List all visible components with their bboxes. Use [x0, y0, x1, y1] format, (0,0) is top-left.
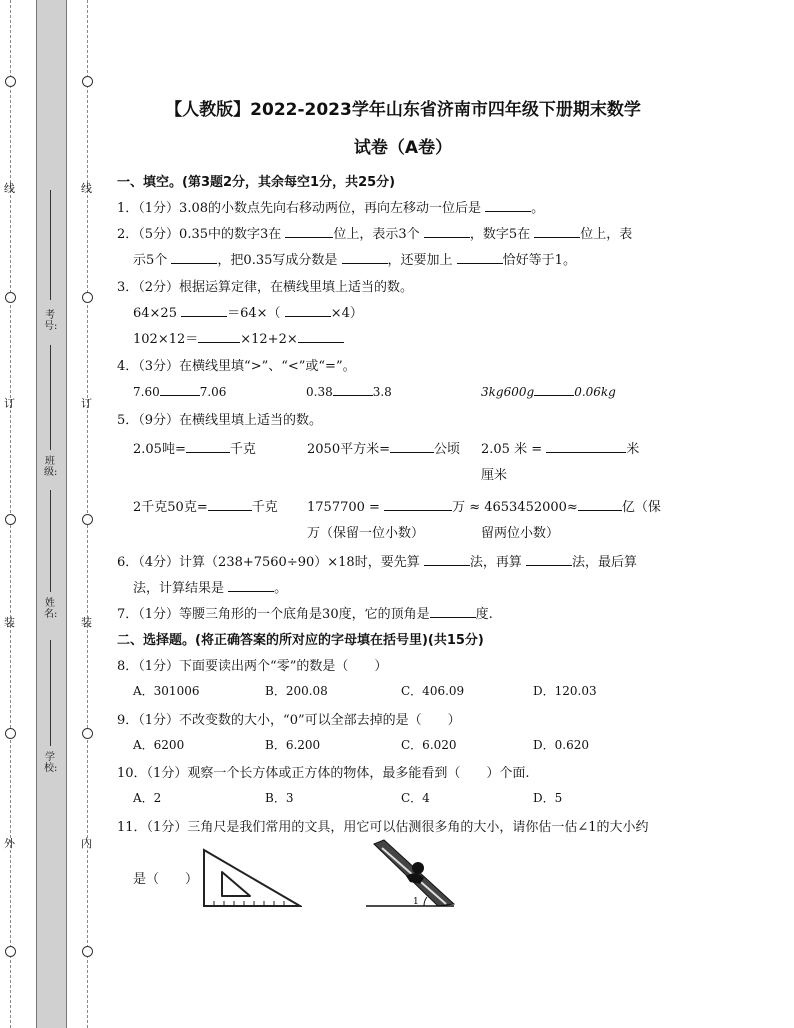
choice-b[interactable]: B．200.08	[265, 684, 328, 698]
binding-margin	[0, 0, 100, 1028]
choice-a[interactable]: A．2	[133, 791, 162, 805]
class-label: 班级:	[44, 456, 58, 478]
exam-number-line	[50, 190, 51, 300]
question-2	[117, 223, 632, 242]
question-text: 千克	[251, 500, 278, 515]
choice-a[interactable]: A．301006	[133, 684, 200, 698]
question-4: 4．（3分）在横线里填“>”、“<”或“=”。	[117, 359, 356, 374]
school-label: 学校:	[44, 752, 58, 774]
question-5-item	[307, 438, 460, 457]
question-5-item	[133, 438, 256, 457]
question-text: ，还要加上	[387, 253, 453, 268]
question-1: 1．（1分）3.08的小数点先向右移动两位，再向左移动一位后是 。	[117, 201, 545, 216]
answer-blank[interactable]	[457, 251, 503, 264]
question-text: 位上，表示3个	[333, 227, 420, 242]
section-heading: 二、选择题。(将正确答案的所对应的字母填在括号里)(共15分)	[117, 633, 484, 648]
question-11: 11．（1分）三角尺是我们常用的文具，用它可以估测很多角的大小，请你估一估∠1的大小约	[117, 820, 649, 835]
question-10: 10．（1分）观察一个长方体或正方体的物体，最多能看到（ ）个面.	[117, 766, 530, 781]
question-text: 法，最后算	[572, 555, 638, 570]
compare-value: 7.60	[133, 385, 160, 399]
answer-blank[interactable]	[546, 440, 626, 453]
child-head-icon	[412, 862, 424, 874]
question-text: ×4）	[330, 306, 363, 321]
answer-blank[interactable]	[160, 383, 200, 396]
answer-blank[interactable]	[342, 251, 388, 264]
name-line	[50, 490, 51, 592]
answer-blank[interactable]	[485, 199, 531, 212]
binding-hole	[82, 292, 93, 303]
binding-hole	[82, 514, 93, 525]
binding-hole	[82, 728, 93, 739]
question-3: 3．（2分）根据运算定律，在横线里填上适当的数。	[117, 280, 414, 295]
binding-hole	[5, 292, 16, 303]
question-text: 示5个	[133, 253, 168, 268]
question-text: 1．（1分）3.08的小数点先向右移动两位，再向左移动一位后是	[117, 201, 481, 216]
question-3b	[133, 328, 344, 347]
question-7	[117, 603, 493, 622]
question-text: 法，再算	[469, 555, 522, 570]
compare-value: 0.06kg	[574, 385, 616, 399]
binding-hole	[5, 946, 16, 957]
choice-d[interactable]: D．0.620	[533, 738, 589, 752]
triangle-ruler	[204, 850, 300, 906]
answer-blank[interactable]	[578, 498, 622, 511]
page-title: 【人教版】2022-2023学年山东省济南市四年级下册期末数学	[165, 100, 641, 120]
answer-blank[interactable]	[424, 225, 470, 238]
question-5-item	[307, 496, 661, 515]
question-text: 2千克50克=	[133, 500, 208, 515]
question-text: ×12+2×	[240, 332, 298, 347]
answer-blank[interactable]	[198, 330, 240, 343]
question-text: 2．（5分）0.35中的数字3在	[117, 227, 282, 242]
name-label: 姓名:	[44, 598, 58, 620]
answer-blank[interactable]	[526, 553, 572, 566]
question-text: 。	[274, 581, 288, 596]
question-text: ＝64×（	[227, 306, 281, 321]
answer-blank[interactable]	[333, 383, 373, 396]
exam-number-label: 考号:	[44, 310, 58, 332]
question-5-note: 留两位小数）	[481, 526, 560, 541]
answer-blank[interactable]	[208, 498, 252, 511]
question-text: ，数字5在	[469, 227, 531, 242]
question-text: 102×12＝	[133, 332, 199, 347]
choice-a[interactable]: A．6200	[133, 738, 185, 752]
question-5-note: 万（保留一位小数）	[307, 526, 425, 541]
binding-hole	[5, 76, 16, 87]
page-title-line2: 试卷（A卷）	[353, 138, 453, 158]
answer-blank[interactable]	[430, 605, 476, 618]
choice-c[interactable]: C．4	[401, 791, 430, 805]
answer-blank[interactable]	[186, 440, 230, 453]
answer-blank[interactable]	[181, 304, 227, 317]
question-9: 9．（1分）不改变数的大小，“0”可以全部去掉的是（ ）	[117, 713, 461, 728]
answer-blank[interactable]	[534, 383, 574, 396]
margin-char: 内	[81, 837, 92, 850]
choice-d[interactable]: D．120.03	[533, 684, 597, 698]
question-text: ，把0.35写成分数是	[217, 253, 338, 268]
question-text: 2.05吨=	[133, 442, 186, 457]
question-text: 千克	[229, 442, 256, 457]
answer-blank[interactable]	[390, 440, 434, 453]
compare-value: 3kg600g	[481, 385, 535, 399]
question-text: 7．（1分）等腰三角形的一个底角是30度，它的顶角是	[117, 607, 430, 622]
choice-b[interactable]: B．3	[265, 791, 294, 805]
choice-d[interactable]: D．5	[533, 791, 563, 805]
answer-blank[interactable]	[171, 251, 217, 264]
question-4-item	[481, 383, 616, 399]
question-11-cont: 是（ ）	[133, 872, 199, 887]
question-text: 1757700 =	[307, 500, 380, 515]
binding-hole	[5, 728, 16, 739]
compare-value: 3.8	[372, 385, 392, 399]
question-text: 法，计算结果是	[133, 581, 225, 596]
compare-value: 7.06	[199, 385, 227, 399]
margin-char: 线	[81, 182, 92, 195]
question-text: 2.05 米 =	[481, 442, 543, 457]
question-3a	[133, 302, 363, 321]
question-5: 5．（9分）在横线里填上适当的数。	[117, 413, 323, 428]
question-text: 亿（保	[621, 500, 661, 515]
question-5-item	[133, 496, 278, 515]
binding-hole	[82, 76, 93, 87]
choice-b[interactable]: B．6.200	[265, 738, 321, 752]
answer-blank[interactable]	[285, 225, 333, 238]
choice-c[interactable]: C．6.020	[401, 738, 457, 752]
angle-arc	[424, 897, 427, 906]
angle-label: 1	[413, 897, 419, 907]
question-2-cont	[133, 249, 576, 268]
question-text: 2050平方米=	[307, 442, 390, 457]
margin-char: 装	[81, 616, 92, 629]
question-text: 公顷	[433, 442, 460, 457]
question-4-item	[306, 383, 392, 399]
answer-blank[interactable]	[228, 579, 274, 592]
question-5-unit: 厘米	[481, 468, 508, 483]
compare-value: 0.38	[306, 385, 333, 399]
slide-angle-figure	[366, 838, 456, 910]
margin-char: 线	[4, 182, 15, 195]
binding-strip	[36, 0, 67, 1028]
margin-char: 外	[4, 837, 15, 850]
question-text: 度.	[475, 607, 493, 622]
answer-blank[interactable]	[384, 498, 452, 511]
binding-hole	[5, 514, 16, 525]
answer-blank[interactable]	[424, 553, 470, 566]
choice-c[interactable]: C．406.09	[401, 684, 465, 698]
margin-char: 订	[81, 397, 92, 410]
question-text: 万 ≈ 4653452000≈	[452, 500, 578, 515]
section-heading: 一、填空。(第3题2分，其余每空1分，共25分)	[117, 175, 396, 190]
question-6-cont	[133, 577, 287, 596]
class-line	[50, 345, 51, 450]
question-text: 位上，表	[580, 227, 633, 242]
question-text: 64×25	[133, 306, 177, 321]
answer-blank[interactable]	[285, 304, 331, 317]
question-text: 6．（4分）计算（238+7560÷90）×18时，要先算	[117, 555, 420, 570]
school-line	[50, 640, 51, 746]
question-8: 8．（1分）下面要读出两个“零”的数是（ ）	[117, 659, 388, 674]
margin-char: 装	[4, 616, 15, 629]
answer-blank[interactable]	[534, 225, 580, 238]
margin-char: 订	[4, 397, 15, 410]
question-6	[117, 551, 637, 570]
question-text: 恰好等于1。	[502, 253, 576, 268]
question-text: 米	[626, 442, 640, 457]
question-5-item	[481, 438, 639, 457]
answer-blank[interactable]	[298, 330, 344, 343]
binding-hole	[82, 946, 93, 957]
question-4-item	[133, 383, 226, 399]
triangle-ruler-figure	[202, 846, 302, 908]
